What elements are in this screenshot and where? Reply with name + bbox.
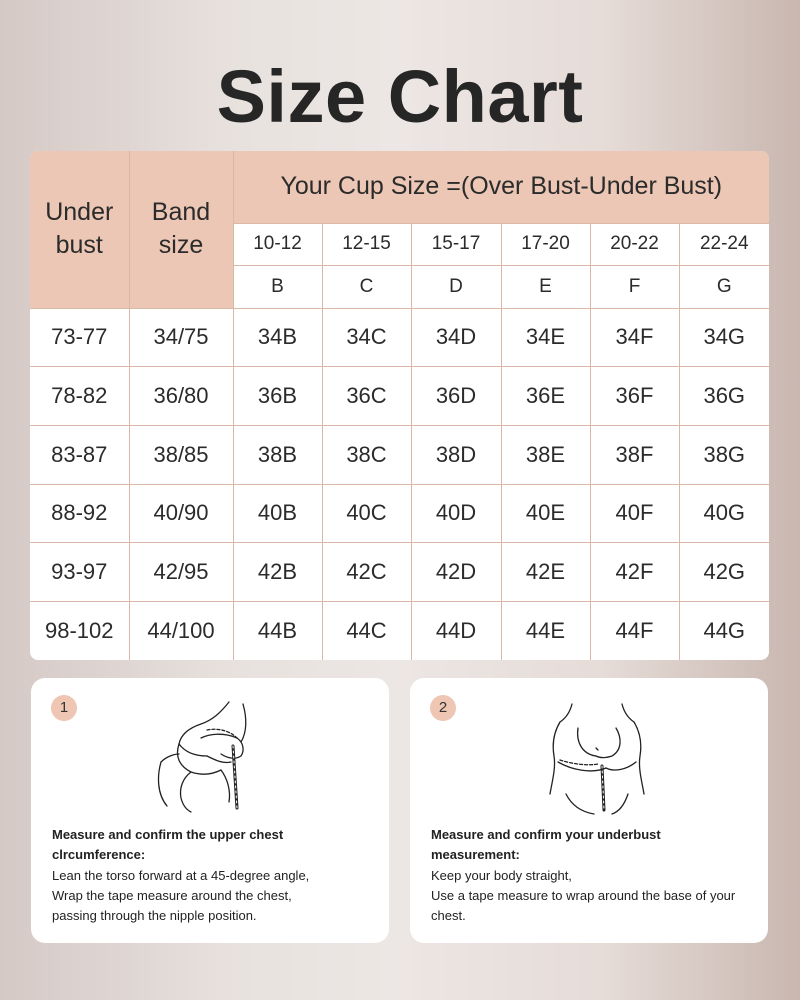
bra-size-cell: 36G	[679, 367, 769, 426]
cup-letter-cell: B	[233, 265, 322, 308]
bra-size-cell: 44F	[590, 601, 679, 660]
bra-size-cell: 34B	[233, 308, 322, 367]
underbust-cell: 98-102	[30, 601, 129, 660]
bra-size-cell: 36E	[501, 367, 590, 426]
bra-size-cell: 34D	[411, 308, 501, 367]
bra-size-cell: 42B	[233, 543, 322, 602]
underbust-cell: 93-97	[30, 543, 129, 602]
step-card-2	[410, 678, 768, 943]
bra-size-cell: 44G	[679, 601, 769, 660]
underbust-measure-illustration	[542, 698, 652, 818]
cup-letter-cell: C	[322, 265, 411, 308]
header-band-size: Band size	[129, 151, 233, 308]
cup-range-cell: 17-20	[501, 223, 590, 265]
bra-size-cell: 44C	[322, 601, 411, 660]
bra-size-cell: 42C	[322, 543, 411, 602]
bra-size-cell: 44E	[501, 601, 590, 660]
step-card-1	[31, 678, 389, 943]
step-1-title: Measure and confirm the upper chest clrcumference:	[52, 827, 284, 862]
step-2-instructions: Keep your body straight, Use a tape measure to wrap around the base of your chest.	[431, 868, 736, 923]
bra-size-cell: 38C	[322, 425, 411, 484]
page-title: Size Chart	[216, 55, 584, 138]
cup-letter-cell: E	[501, 265, 590, 308]
band-size-cell: 38/85	[129, 425, 233, 484]
bra-size-cell: 40G	[679, 484, 769, 543]
underbust-cell: 83-87	[30, 425, 129, 484]
bra-size-cell: 44D	[411, 601, 501, 660]
underbust-cell: 78-82	[30, 367, 129, 426]
band-size-cell: 34/75	[129, 308, 233, 367]
header-cup-formula: Your Cup Size =(Over Bust-Under Bust)	[233, 151, 769, 223]
bra-size-cell: 36D	[411, 367, 501, 426]
bra-size-cell: 36F	[590, 367, 679, 426]
table-row	[30, 425, 769, 484]
bra-size-cell: 40C	[322, 484, 411, 543]
band-size-cell: 40/90	[129, 484, 233, 543]
bra-size-cell: 42E	[501, 543, 590, 602]
bra-size-cell: 34C	[322, 308, 411, 367]
table-row	[30, 484, 769, 543]
bra-size-cell: 42G	[679, 543, 769, 602]
cup-range-cell: 15-17	[411, 223, 501, 265]
table-row	[30, 543, 769, 602]
bra-size-cell: 38F	[590, 425, 679, 484]
table-row	[30, 367, 769, 426]
bra-size-cell: 36B	[233, 367, 322, 426]
bra-size-cell: 36C	[322, 367, 411, 426]
step-number-badge: 1	[51, 695, 77, 721]
bra-size-cell: 34G	[679, 308, 769, 367]
bra-size-cell: 44B	[233, 601, 322, 660]
step-2-title: Measure and confirm your underbust measurement:	[431, 827, 661, 862]
bra-size-cell: 38B	[233, 425, 322, 484]
header-underbust: Under bust	[30, 151, 129, 308]
bra-size-cell: 38E	[501, 425, 590, 484]
step-number-badge: 2	[430, 695, 456, 721]
table-row	[30, 308, 769, 367]
bra-size-cell: 40B	[233, 484, 322, 543]
upper-chest-measure-illustration	[151, 698, 261, 818]
cup-range-cell: 20-22	[590, 223, 679, 265]
underbust-cell: 73-77	[30, 308, 129, 367]
underbust-cell: 88-92	[30, 484, 129, 543]
cup-letter-cell: F	[590, 265, 679, 308]
cup-range-cell: 22-24	[679, 223, 769, 265]
bra-size-cell: 40E	[501, 484, 590, 543]
table-row	[30, 601, 769, 660]
cup-letter-cell: G	[679, 265, 769, 308]
bra-size-cell: 40F	[590, 484, 679, 543]
bra-size-cell: 34E	[501, 308, 590, 367]
band-size-cell: 36/80	[129, 367, 233, 426]
cup-range-cell: 10-12	[233, 223, 322, 265]
step-1-instructions: Lean the torso forward at a 45-degree angle, Wrap the tape measure around the chest, passing through the nipple position.	[52, 868, 310, 923]
bra-size-cell: 42F	[590, 543, 679, 602]
bra-size-cell: 40D	[411, 484, 501, 543]
band-size-cell: 42/95	[129, 543, 233, 602]
size-chart-table	[30, 151, 769, 660]
cup-range-cell: 12-15	[322, 223, 411, 265]
bra-size-cell: 34F	[590, 308, 679, 367]
band-size-cell: 44/100	[129, 601, 233, 660]
bra-size-cell: 42D	[411, 543, 501, 602]
bra-size-cell: 38D	[411, 425, 501, 484]
bra-size-cell: 38G	[679, 425, 769, 484]
cup-letter-cell: D	[411, 265, 501, 308]
